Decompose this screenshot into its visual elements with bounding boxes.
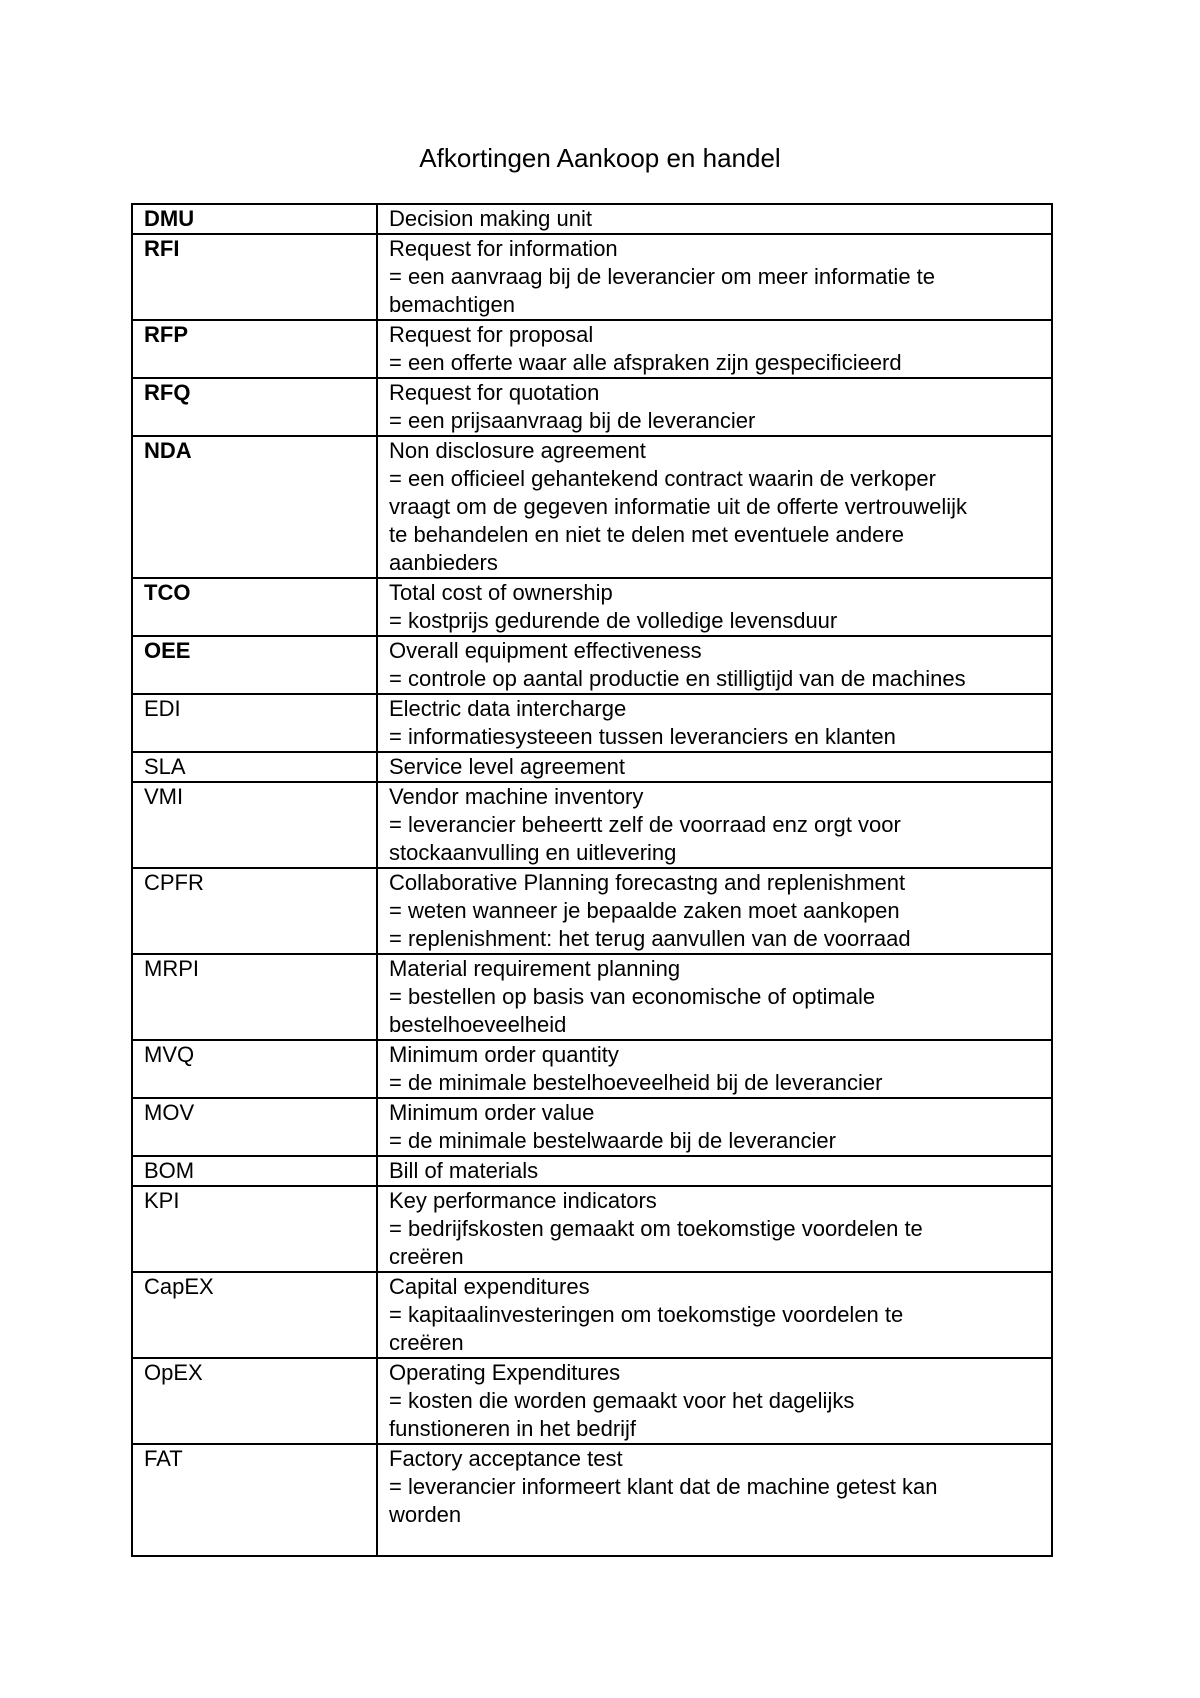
description-cell	[377, 752, 1052, 782]
description-line: Request for quotation	[389, 380, 600, 405]
description-line: Service level agreement	[389, 754, 626, 779]
description-line: bestelhoeveelheid	[389, 1012, 567, 1037]
description-cell	[377, 1040, 1052, 1098]
abbreviation-cell: VMI	[132, 782, 377, 868]
abbreviations-table	[131, 203, 1053, 1557]
description-line: = replenishment: het terug aanvullen van de voorraad	[389, 926, 911, 951]
description-cell	[377, 234, 1052, 320]
description-line: te behandelen en niet te delen met eventuele andere	[389, 522, 904, 547]
table-row	[132, 1444, 1052, 1556]
description-line: = een officieel gehantekend contract waarin de verkoper	[389, 466, 936, 491]
description-line: = een offerte waar alle afspraken zijn gespecificieerd	[389, 350, 902, 375]
table-row	[132, 1272, 1052, 1358]
table-row	[132, 1040, 1052, 1098]
description-line: = weten wanneer je bepaalde zaken moet aankopen	[389, 898, 900, 923]
abbreviation-cell: OEE	[132, 636, 377, 694]
abbreviation-cell: CPFR	[132, 868, 377, 954]
description-line: stockaanvulling en uitlevering	[389, 840, 677, 865]
description-line: Request for proposal	[389, 322, 594, 347]
description-cell	[377, 954, 1052, 1040]
table-row	[132, 1186, 1052, 1272]
description-line: funstioneren in het bedrijf	[389, 1416, 637, 1441]
table-row	[132, 234, 1052, 320]
description-cell	[377, 204, 1052, 234]
description-line: aanbieders	[389, 550, 498, 575]
table-row	[132, 752, 1052, 782]
description-line: bemachtigen	[389, 292, 515, 317]
description-line: = bestellen op basis van economische of optimale	[389, 984, 876, 1009]
abbreviation-cell: KPI	[132, 1186, 377, 1272]
abbreviation-cell: OpEX	[132, 1358, 377, 1444]
description-cell	[377, 578, 1052, 636]
description-line: Key performance indicators	[389, 1188, 657, 1213]
table-row	[132, 954, 1052, 1040]
table-row	[132, 1156, 1052, 1186]
description-cell	[377, 1444, 1052, 1556]
table-row	[132, 320, 1052, 378]
abbreviation-cell: RFP	[132, 320, 377, 378]
description-line: = leverancier informeert klant dat de machine getest kan	[389, 1474, 938, 1499]
description-cell	[377, 1186, 1052, 1272]
description-line: Material requirement planning	[389, 956, 681, 981]
description-line: = leverancier beheertt zelf de voorraad enz orgt voor	[389, 812, 901, 837]
table-row	[132, 636, 1052, 694]
description-line: Collaborative Planning forecastng and replenishment	[389, 870, 906, 895]
description-line: = kapitaalinvesteringen om toekomstige voordelen te	[389, 1302, 904, 1327]
description-line: = kostprijs gedurende de volledige levensduur	[389, 608, 838, 633]
description-line: = de minimale bestelhoeveelheid bij de leverancier	[389, 1070, 883, 1095]
description-cell	[377, 320, 1052, 378]
description-cell	[377, 868, 1052, 954]
abbreviation-cell: TCO	[132, 578, 377, 636]
description-cell	[377, 694, 1052, 752]
description-line: Minimum order value	[389, 1100, 595, 1125]
description-cell	[377, 436, 1052, 578]
description-line: = een prijsaanvraag bij de leverancier	[389, 408, 756, 433]
description-cell	[377, 1358, 1052, 1444]
description-line: = de minimale bestelwaarde bij de leverancier	[389, 1128, 836, 1153]
description-line: = bedrijfskosten gemaakt om toekomstige voordelen te	[389, 1216, 923, 1241]
description-line: vraagt om de gegeven informatie uit de offerte vertrouwelijk	[389, 494, 968, 519]
abbreviation-cell: RFI	[132, 234, 377, 320]
description-line: Vendor machine inventory	[389, 784, 644, 809]
abbreviation-cell: MVQ	[132, 1040, 377, 1098]
description-line: = een aanvraag bij de leverancier om meer informatie te	[389, 264, 936, 289]
description-line: Electric data intercharge	[389, 696, 627, 721]
description-line: Operating Expenditures	[389, 1360, 621, 1385]
table-row	[132, 694, 1052, 752]
description-cell	[377, 1272, 1052, 1358]
table-body	[132, 204, 1052, 1556]
abbreviation-cell: MRPI	[132, 954, 377, 1040]
table-row	[132, 868, 1052, 954]
table-row	[132, 436, 1052, 578]
description-line: = controle op aantal productie en stilligtijd van de machines	[389, 666, 966, 691]
abbreviation-cell: DMU	[132, 204, 377, 234]
abbreviation-cell: SLA	[132, 752, 377, 782]
abbreviation-cell: CapEX	[132, 1272, 377, 1358]
description-line: Minimum order quantity	[389, 1042, 619, 1067]
description-line: Non disclosure agreement	[389, 438, 646, 463]
description-line: creëren	[389, 1244, 464, 1269]
table-row	[132, 378, 1052, 436]
abbreviation-cell: MOV	[132, 1098, 377, 1156]
abbreviation-cell: BOM	[132, 1156, 377, 1186]
description-cell	[377, 636, 1052, 694]
page-title: Afkortingen Aankoop en handel	[419, 143, 781, 173]
abbreviation-cell: NDA	[132, 436, 377, 578]
table-row	[132, 578, 1052, 636]
description-line: Request for information	[389, 236, 618, 261]
description-cell	[377, 378, 1052, 436]
description-cell	[377, 782, 1052, 868]
description-cell	[377, 1098, 1052, 1156]
description-line: Capital expenditures	[389, 1274, 590, 1299]
table-row	[132, 1098, 1052, 1156]
description-line: = informatiesysteeen tussen leveranciers en klanten	[389, 724, 896, 749]
description-line: = kosten die worden gemaakt voor het dagelijks	[389, 1388, 855, 1413]
description-cell	[377, 1156, 1052, 1186]
description-line: Decision making unit	[389, 206, 592, 231]
table-row	[132, 782, 1052, 868]
abbreviation-cell: FAT	[132, 1444, 377, 1556]
abbreviation-cell: RFQ	[132, 378, 377, 436]
description-line: Overall equipment effectiveness	[389, 638, 702, 663]
abbreviation-cell: EDI	[132, 694, 377, 752]
description-line: worden	[389, 1502, 462, 1527]
description-line: creëren	[389, 1330, 464, 1355]
description-line: Total cost of ownership	[389, 580, 613, 605]
table-row	[132, 1358, 1052, 1444]
table-row	[132, 204, 1052, 234]
description-line: Bill of materials	[389, 1158, 539, 1183]
description-line: Factory acceptance test	[389, 1446, 623, 1471]
